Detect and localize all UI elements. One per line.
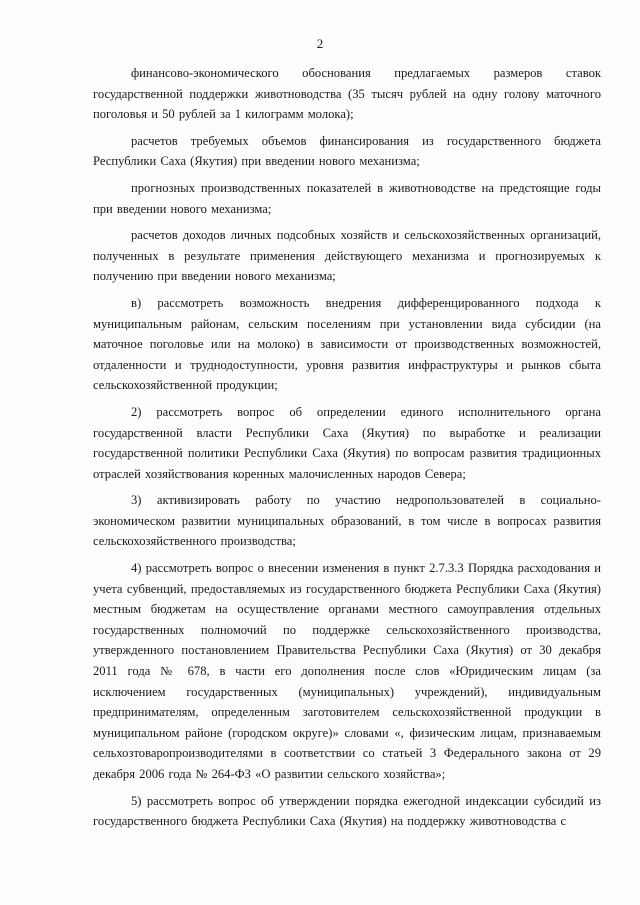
page-number: 2 bbox=[316, 36, 324, 51]
paragraph-income-calculations: расчетов доходов личных подсобных хозяйств и сельскохозяйственных организаций, полученных в результате применения действующего механизма и прогнозируемых к получению при введении нового механизма; bbox=[93, 228, 601, 284]
paragraph-subsoil-users: 3) активизировать работу по участию недропользователей в социально-экономическом развитии муниципальных образований, в том числе в вопросах развития сельскохозяйственного производства; bbox=[93, 493, 601, 549]
paragraph-financial-justification: финансово-экономического обоснования предлагаемых размеров ставок государственной поддержки животноводства (35 тысяч рублей на одну голову маточного поголовья и 50 рублей за 1 килограмм молока); bbox=[93, 66, 601, 122]
paragraph-subvention-amendment: 4) рассмотреть вопрос о внесении изменения в пункт 2.7.3.3 Порядка расходования и учета субвенций, предоставляемых из государственного бюджета Республики Саха (Якутия) местным бюджетам на осуществление органами местного самоуправления отдельных государственных полномочий по поддержке сельскохозяйственного производства, утвержденного постановлением Правительства Республики Саха (Якутия) от 30 декабря 2011 года № 678, в части его дополнения после слов «Юридическим лицам (за исключением государственных (муниципальных) учреждений), индивидуальным предпринимателям, определенным заготовителем сельскохозяйственной продукции в муниципальном районе (городском округе)» словами «, физическим лицам, признаваемым сельхозтоваропроизводителями в соответствии со статьей 3 Федерального закона от 29 декабря 2006 года № 264-ФЗ «О развитии сельского хозяйства»; bbox=[93, 561, 601, 781]
paragraph-executive-body: 2) рассмотреть вопрос об определении единого исполнительного органа государственной власти Республики Саха (Якутия) по выработке и реализации государственной политики Республики Саха (Якутия) по вопросам развития традиционных отраслей хозяйствования коренных малочисленных народов Севера; bbox=[93, 404, 601, 481]
paragraph-production-forecast: прогнозных производственных показателей в животноводстве на предстоящие годы при введении нового механизма; bbox=[93, 180, 601, 216]
paragraph-subsidy-indexation: 5) рассмотреть вопрос об утверждении порядка ежегодной индексации субсидий из государственного бюджета Республики Саха (Якутия) на поддержку животноводства с bbox=[93, 793, 601, 829]
document-body bbox=[93, 63, 601, 837]
paragraph-differentiated-approach: в) рассмотреть возможность внедрения дифференцированного подхода к муниципальным районам, сельским поселениям при установлении вида субсидии (на маточное поголовье или на молоко) в зависимости от производственных возможностей, отдаленности и труднодоступности, уровня развития инфраструктуры и рынков сбыта сельскохозяйственной продукции; bbox=[93, 295, 601, 393]
paragraph-funding-calculations: расчетов требуемых объемов финансирования из государственного бюджета Республики Саха (Якутия) при введении нового механизма; bbox=[93, 133, 601, 169]
